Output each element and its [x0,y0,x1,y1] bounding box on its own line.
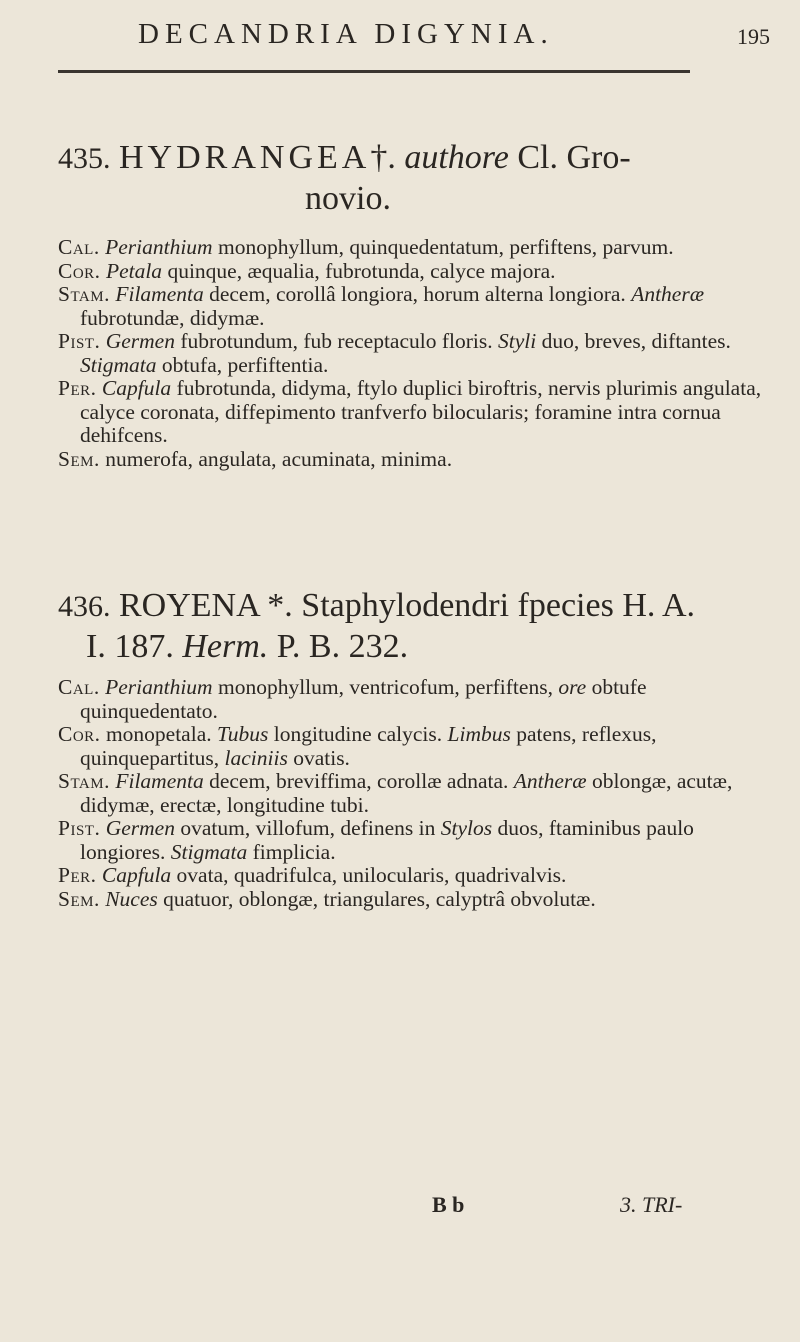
entry-text: monophyllum, ventricofum, perfiftens, [217,675,553,699]
entry-text: oblongæ, acutæ, didymæ, erectæ, longitudine tubi. [80,769,733,817]
genus-author: Staphylodendri fpecies H. A. [301,587,696,624]
entry-term: ore [558,675,587,699]
genus-number: 435. [58,142,111,175]
entry-text: fubrotundum, fub receptaculo floris. [180,329,493,353]
genus-mark: †. [370,139,396,176]
entry-label: Pist. [58,329,101,353]
entry-text: quatuor, oblongæ, triangulares, calyptrâ obvolutæ. [163,886,596,911]
entry-text: quinque, æqualia, fubrotunda, calyce majora. [167,258,556,283]
entry-label: Per. [58,863,97,887]
entry-term: Nuces [105,886,158,911]
genus-number: 436. [58,590,111,623]
genus-author-line2-wrap [58,627,758,667]
entry-term: Stylos [440,816,493,840]
entry-label: Stam. [58,769,110,793]
entry-term: Perianthium [105,675,213,699]
signature-mark: B b [432,1192,465,1217]
entry-text: monopetala. [105,722,212,746]
entry-term: laciniis [224,745,288,770]
entry-calyx [58,676,768,723]
entry-label: Stam. [58,282,110,306]
entry-term: Capfula [101,863,172,887]
entry-text: ovatis. [293,745,350,770]
entry-term: Tubus [217,722,269,746]
entry-text: fubrotunda, didyma, ftylo duplici biroftris, nervis plurimis angulata, calyce coronata, diffepimento tranfverfo bilocularis; foramine intra cornua dehifcens. [80,376,762,447]
genus-author-line2: I. 187. [86,628,174,665]
entry-term: Styli [498,329,537,353]
entry-term: Germen [105,329,175,353]
entry-label: Sem. [58,886,100,911]
entry-term: Filamenta [115,769,204,793]
description-royena [58,676,768,911]
entry-seeds [58,888,768,912]
entry-term: Antheræ [631,282,705,306]
entry-stamens [58,770,768,817]
page-footer [0,1192,800,1222]
entry-term: Antheræ [513,769,587,793]
entry-text: obtufa, perfiftentia. [161,352,329,377]
genus-author: Cl. Gro- [517,139,631,176]
entry-label: Cor. [58,258,101,283]
entry-text: fubrotundæ, didymæ. [80,305,265,330]
entry-text: obtufe quinquedentato. [80,675,647,723]
entry-label: Sem. [58,446,100,471]
entry-label: Cor. [58,722,101,746]
entry-term: Stigmata [80,352,157,377]
genus-name: ROYENA [119,587,259,624]
author-prefix: authore [404,139,509,176]
entry-seeds [58,448,768,472]
entry-text: ovata, quadrifulca, unilocularis, quadrivalvis. [176,863,567,887]
entry-text: decem, corollâ longiora, horum alterna longiora. [209,282,626,306]
genus-author-line2-end: P. B. 232. [276,628,409,665]
running-head [0,14,800,54]
genus-name: HYDRANGEA [119,139,371,176]
entry-pistil [58,817,768,864]
genus-author-line2-italic: Herm. [182,628,269,665]
entry-label: Cal. [58,675,100,699]
entry-text: numerofa, angulata, acuminata, minima. [105,446,453,471]
entry-label: Cal. [58,235,100,259]
entry-term: Stigmata [170,839,248,864]
entry-text: patens, reflexus, quinquepartitus, [80,722,657,770]
entry-label: Pist. [58,816,101,840]
description-hydrangea [58,236,768,471]
entry-term: Germen [105,816,175,840]
entry-text: longitudine calycis. [273,722,443,746]
genus-heading-hydrangea [58,138,758,219]
entry-pistil [58,330,768,377]
entry-label: Per. [58,376,97,400]
entry-corolla [58,260,768,284]
catchword: 3. TRI- [620,1192,683,1217]
genus-author-line2: novio. [305,180,391,217]
entry-calyx [58,236,768,260]
entry-text: duo, breves, diftantes. [541,329,731,353]
page-number: 195 [737,24,770,49]
entry-corolla [58,723,768,770]
header-rule [58,70,690,73]
entry-term: Petala [105,258,163,283]
genus-mark: *. [267,587,293,624]
entry-term: Capfula [101,376,172,400]
entry-pericarp [58,377,768,448]
entry-term: Filamenta [115,282,204,306]
entry-stamens [58,283,768,330]
entry-text: ovatum, villofum, definens in [180,816,436,840]
entry-text: decem, breviffima, corollæ adnata. [209,769,509,793]
entry-pericarp [58,864,768,888]
entry-text: duos, ftaminibus paulo longiores. [80,816,694,864]
running-title: DECANDRIA DIGYNIA. [138,18,554,50]
entry-text: fimplicia. [252,839,336,864]
entry-term: Limbus [447,722,511,746]
entry-term: Perianthium [105,235,213,259]
entry-text: monophyllum, quinquedentatum, perfiftens, parvum. [217,235,674,259]
genus-heading-royena [58,586,758,667]
